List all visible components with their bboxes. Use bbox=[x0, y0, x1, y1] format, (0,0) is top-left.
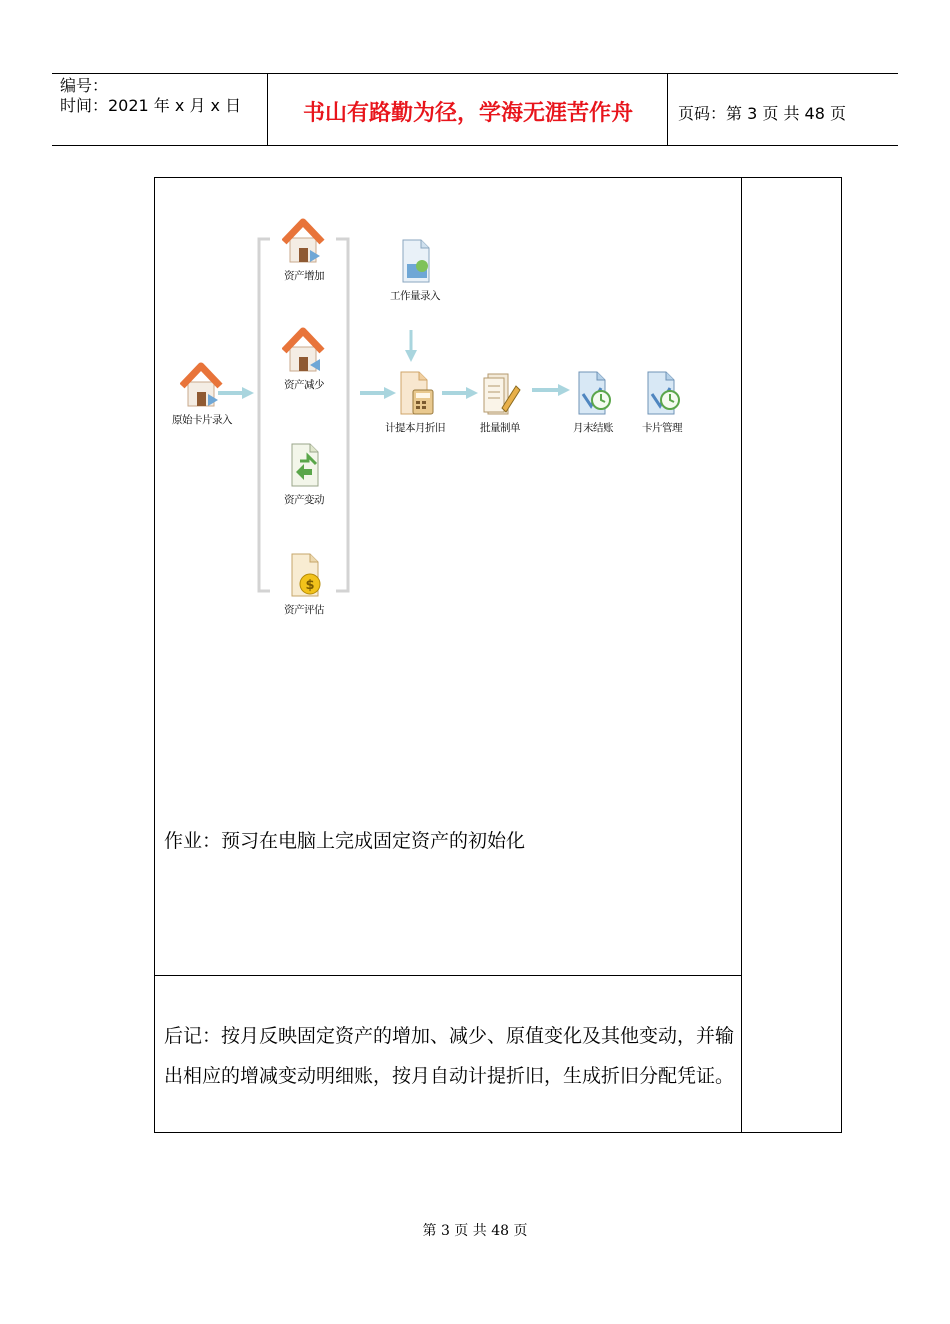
code-label: 编号： bbox=[60, 76, 109, 95]
header-top-rule bbox=[52, 73, 898, 74]
node-asset-increase[interactable] bbox=[264, 218, 344, 283]
node-label: 批量制单 bbox=[480, 422, 520, 434]
node-label: 资产减少 bbox=[284, 379, 324, 391]
svg-text:$: $ bbox=[305, 578, 315, 593]
time-label: 时间：2021 年 x 月 x 日 bbox=[60, 96, 242, 115]
arrow-down-icon bbox=[403, 330, 419, 364]
header-bottom-rule bbox=[52, 145, 898, 146]
homework-text: 作业：预习在电脑上完成固定资产的初始化 bbox=[164, 830, 526, 852]
node-month-end[interactable] bbox=[553, 370, 633, 435]
node-asset-change[interactable] bbox=[264, 442, 344, 507]
node-label: 卡片管理 bbox=[642, 422, 682, 434]
node-depreciation[interactable] bbox=[375, 370, 455, 435]
node-asset-evaluation[interactable] bbox=[264, 552, 344, 617]
node-label: 资产增加 bbox=[284, 270, 324, 282]
page-code: 页码：第 3 页 共 48 页 bbox=[678, 104, 846, 123]
node-label: 工作量录入 bbox=[390, 290, 440, 302]
node-workload-entry[interactable] bbox=[375, 238, 455, 303]
house-icon bbox=[180, 362, 224, 408]
page-footer: 第 3 页 共 48 页 bbox=[422, 1223, 528, 1239]
bracket bbox=[256, 236, 356, 594]
table-row-divider bbox=[154, 975, 741, 976]
clock-icon bbox=[571, 370, 615, 416]
node-label: 计提本月折旧 bbox=[385, 422, 445, 434]
node-label: 原始卡片录入 bbox=[172, 414, 232, 426]
document-icon bbox=[478, 370, 522, 416]
clock-icon bbox=[640, 370, 684, 416]
house-icon bbox=[282, 218, 326, 264]
node-original-card[interactable] bbox=[162, 362, 242, 427]
table-column-divider bbox=[741, 177, 742, 1133]
coin-icon bbox=[282, 552, 326, 598]
node-card-management[interactable] bbox=[622, 370, 702, 435]
node-label: 资产评估 bbox=[284, 604, 324, 616]
document-icon bbox=[282, 442, 326, 488]
node-asset-decrease[interactable] bbox=[264, 327, 344, 392]
flow-diagram bbox=[160, 180, 720, 640]
calculator-icon bbox=[393, 370, 437, 416]
node-batch-voucher[interactable] bbox=[460, 370, 540, 435]
document-icon bbox=[393, 238, 437, 284]
afterword-text: 后记：按月反映固定资产的增加、减少、原值变化及其他变动，并输出相应的增减变动明细账，按月自动计提折旧，生成折旧分配凭证。 bbox=[164, 1025, 735, 1087]
house-icon bbox=[282, 327, 326, 373]
node-label: 月末结账 bbox=[573, 422, 613, 434]
motto: 书山有路勤为径，学海无涯苦作舟 bbox=[302, 100, 633, 126]
header-meta bbox=[60, 76, 241, 116]
node-label: 资产变动 bbox=[284, 494, 324, 506]
